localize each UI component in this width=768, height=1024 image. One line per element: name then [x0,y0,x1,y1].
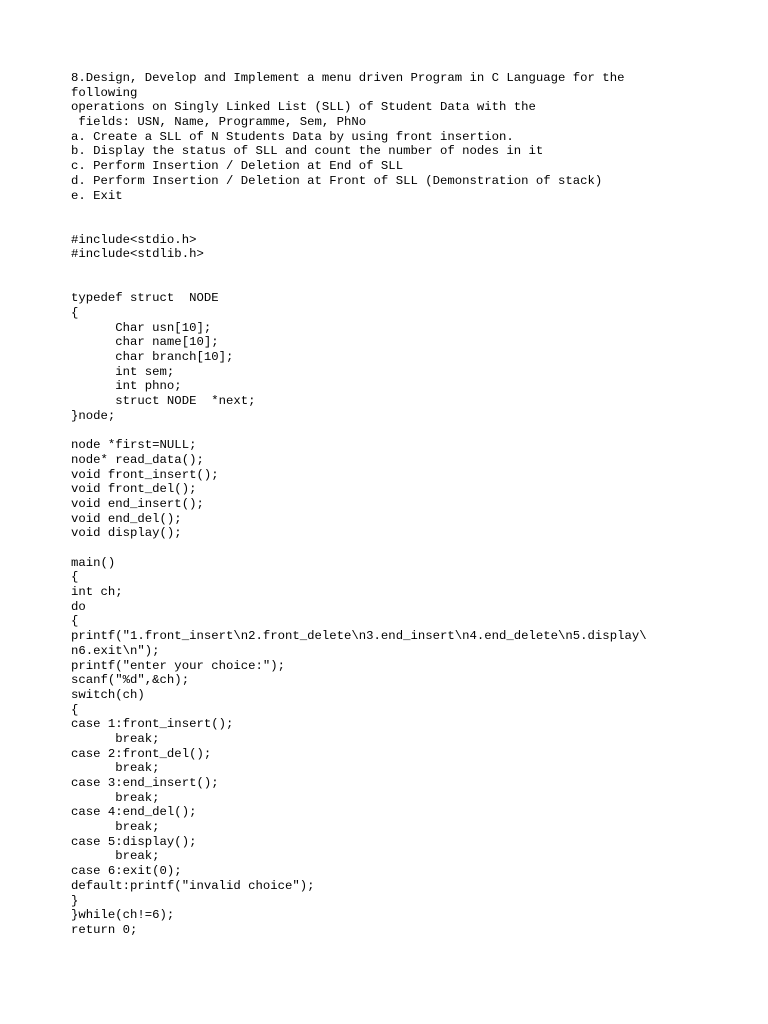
doc-line [71,541,751,556]
doc-line: #include<stdlib.h> [71,247,204,262]
doc-line [71,218,751,233]
doc-line: n6.exit\n"); [71,643,160,658]
doc-line: int ch; [71,585,123,600]
doc-line: break; [71,761,160,776]
doc-line: int sem; [71,364,175,379]
doc-line [71,203,751,218]
doc-line: scanf("%d",&ch); [71,673,190,688]
doc-line: }while(ch!=6); [71,908,175,923]
doc-line: char name[10]; [71,335,219,350]
doc-line: Char usn[10]; [71,320,212,335]
doc-line: do [71,599,86,614]
doc-line: node *first=NULL; [71,438,197,453]
doc-line: return 0; [71,922,138,937]
doc-line: case 5:display(); [71,834,197,849]
doc-line: { [71,614,79,629]
doc-line: { [71,306,79,320]
doc-line: struct NODE *next; [71,394,256,409]
doc-line [71,262,751,277]
doc-line: void display(); [71,526,182,541]
doc-line: typedef struct NODE [71,291,219,306]
doc-line: }node; [71,408,116,423]
doc-line: switch(ch) [71,687,145,702]
doc-line: case 2:front_del(); [71,746,212,761]
doc-line: node* read_data(); [71,452,204,467]
doc-line [71,277,751,292]
doc-line: b. Display the status of SLL and count the number of nodes in it [71,144,544,159]
doc-line: main() [71,555,116,570]
doc-line: c. Perform Insertion / Deletion at End of SLL [71,159,404,174]
doc-line: following [71,85,138,100]
doc-line: d. Perform Insertion / Deletion at Front of SLL (Demonstration of stack) [71,173,603,188]
doc-line: operations on Singly Linked List (SLL) of Student Data with the [71,100,536,115]
doc-line: a. Create a SLL of N Students Data by using front insertion. [71,129,514,144]
doc-line: case 6:exit(0); [71,864,182,879]
doc-line: #include<stdio.h> [71,232,197,247]
doc-line: char branch[10]; [71,350,234,365]
doc-line: case 1:front_insert(); [71,717,234,732]
doc-line: break; [71,849,160,864]
document-page [71,71,751,938]
doc-line: { [71,570,79,585]
doc-line [71,424,751,439]
doc-line: case 3:end_insert(); [71,776,219,790]
doc-line: void front_del(); [71,482,197,497]
doc-line: } [71,893,79,908]
doc-line: void front_insert(); [71,467,219,482]
doc-line: printf("1.front_insert\n2.front_delete\n3.end_insert\n4.end_delete\n5.display\ [71,629,647,644]
doc-line: break; [71,820,160,835]
doc-line: printf("enter your choice:"); [71,658,286,673]
doc-line: break; [71,731,160,746]
doc-line: case 4:end_del(); [71,805,197,820]
doc-line: fields: USN, Name, Programme, Sem, PhNo [71,115,367,130]
doc-line: default:printf("invalid choice"); [71,878,315,893]
doc-line: void end_insert(); [71,496,204,511]
doc-line: int phno; [71,379,182,394]
doc-line: break; [71,790,160,805]
doc-line: 8.Design, Develop and Implement a menu driven Program in C Language for the [71,71,625,85]
doc-line: { [71,702,79,717]
doc-line: e. Exit [71,188,123,203]
doc-line: void end_del(); [71,511,182,526]
